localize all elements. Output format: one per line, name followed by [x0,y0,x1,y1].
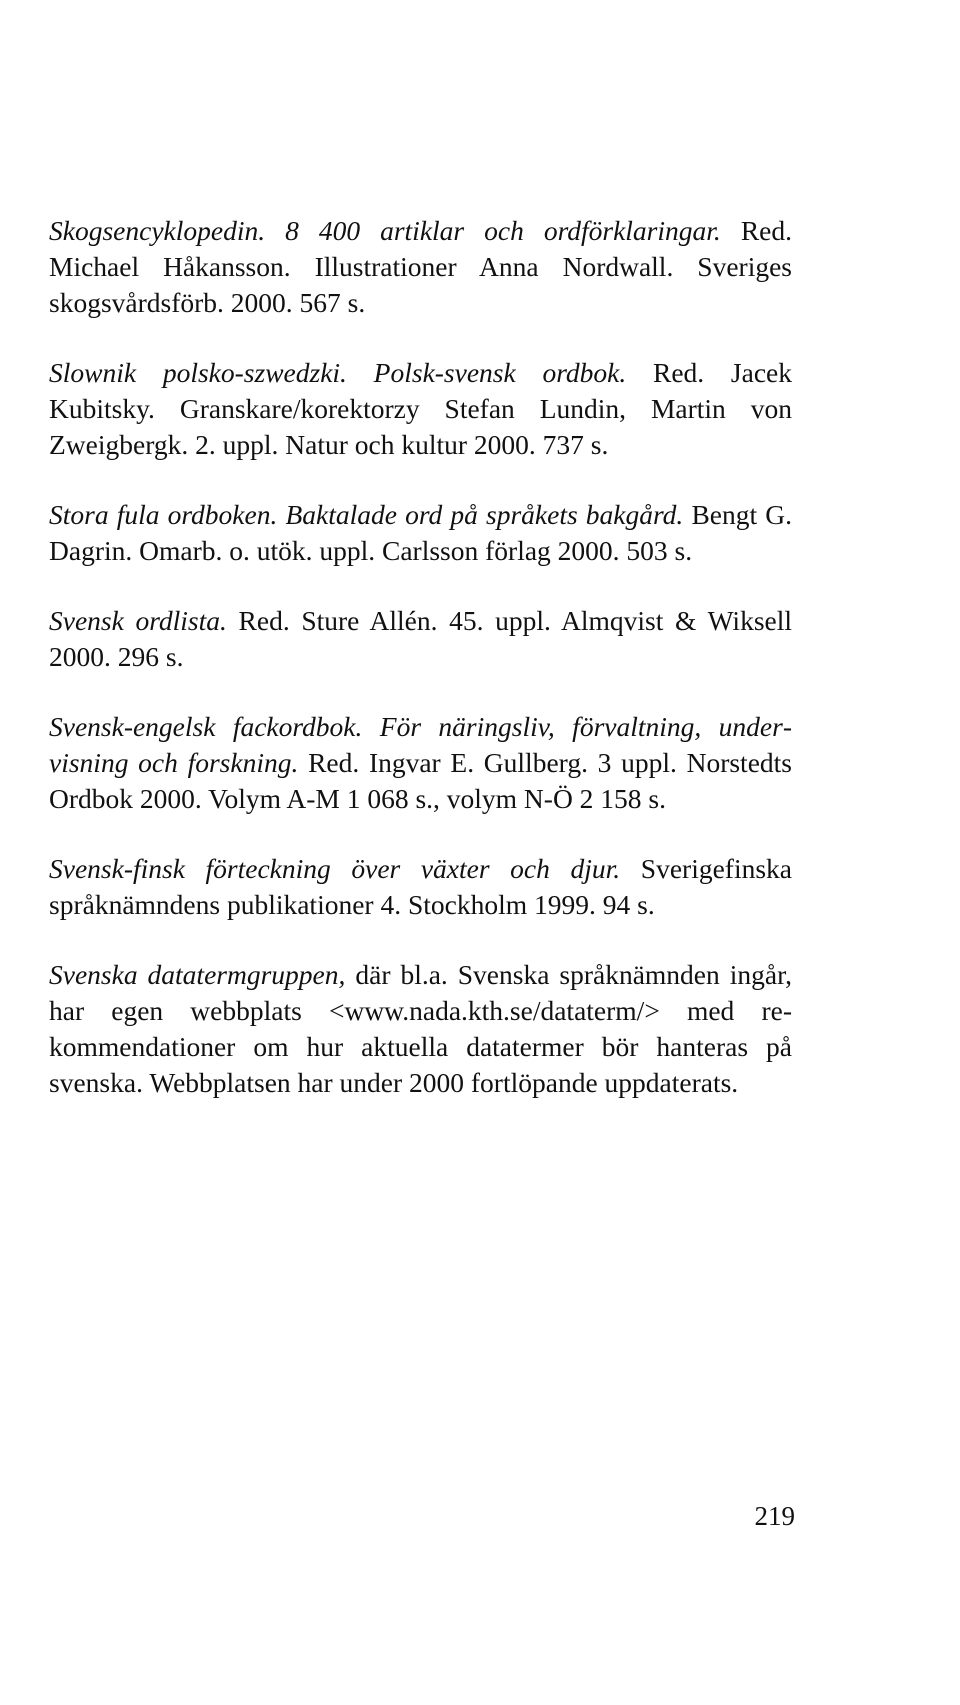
bibliography-entry [49,851,792,923]
entry-details: Bengt G. Dagrin. Omarb. o. utök. uppl. Carlsson förlag 2000. 503 s. [49,499,792,566]
entry-title: Svenska datatermgruppen, [49,959,346,990]
bibliography-entry [49,213,792,321]
bibliography-list [49,213,792,1135]
entry-details: Sverigefinska språknämndens publikationer 4. Stockholm 1999. 94 s. [49,853,793,920]
entry-details: Red. Ingvar E. Gullberg. 3 uppl. Norstedts Ordbok 2000. Volym A-M 1 068 s., volym N-Ö 2 158 s. [49,747,792,814]
bibliography-entry [49,497,792,569]
entry-details: där bl.a. Svenska språknämnden ingår, har egen webbplats <www.nada.kth.se/dataterm/> med rekommendationer om hur aktuella datatermer bör hanteras på svenska. Webbplatsen har under 2000 fortlöpande uppdaterats. [49,959,793,1098]
entry-details: Red. Jacek Kubitsky. Granskare/korektorzy Stefan Lundin, Martin von Zweigbergk. 2. uppl. Natur och kultur 2000. 737 s. [49,357,793,460]
entry-title: Slownik polsko-szwedzki. Polsk-svensk ordbok. [49,357,627,388]
entry-title: Stora fula ordboken. Baktalade ord på språkets bakgård. [49,499,684,530]
entry-title: Svensk-finsk förteckning över växter och djur. [49,853,621,884]
entry-details: Red. Michael Håkansson. Illustrationer Anna Nordwall. Sveriges skogsvårdsförb. 2000. 567 s. [49,215,792,318]
bibliography-entry [49,957,792,1101]
bibliography-entry [49,709,792,817]
bibliography-entry [49,603,792,675]
page-number: 219 [754,1501,795,1531]
entry-title: Svensk ordlista. [49,605,227,636]
bibliography-entry [49,355,792,463]
entry-details: Red. Sture Allén. 45. uppl. Almqvist & Wiksell 2000. 296 s. [49,605,793,672]
entry-title: Svensk-engelsk fackordbok. För näringsliv, förvaltning, undervisning och forskning. [49,711,792,778]
entry-title: Skogsencyklopedin. 8 400 artiklar och ordförklaringar. [49,215,721,246]
